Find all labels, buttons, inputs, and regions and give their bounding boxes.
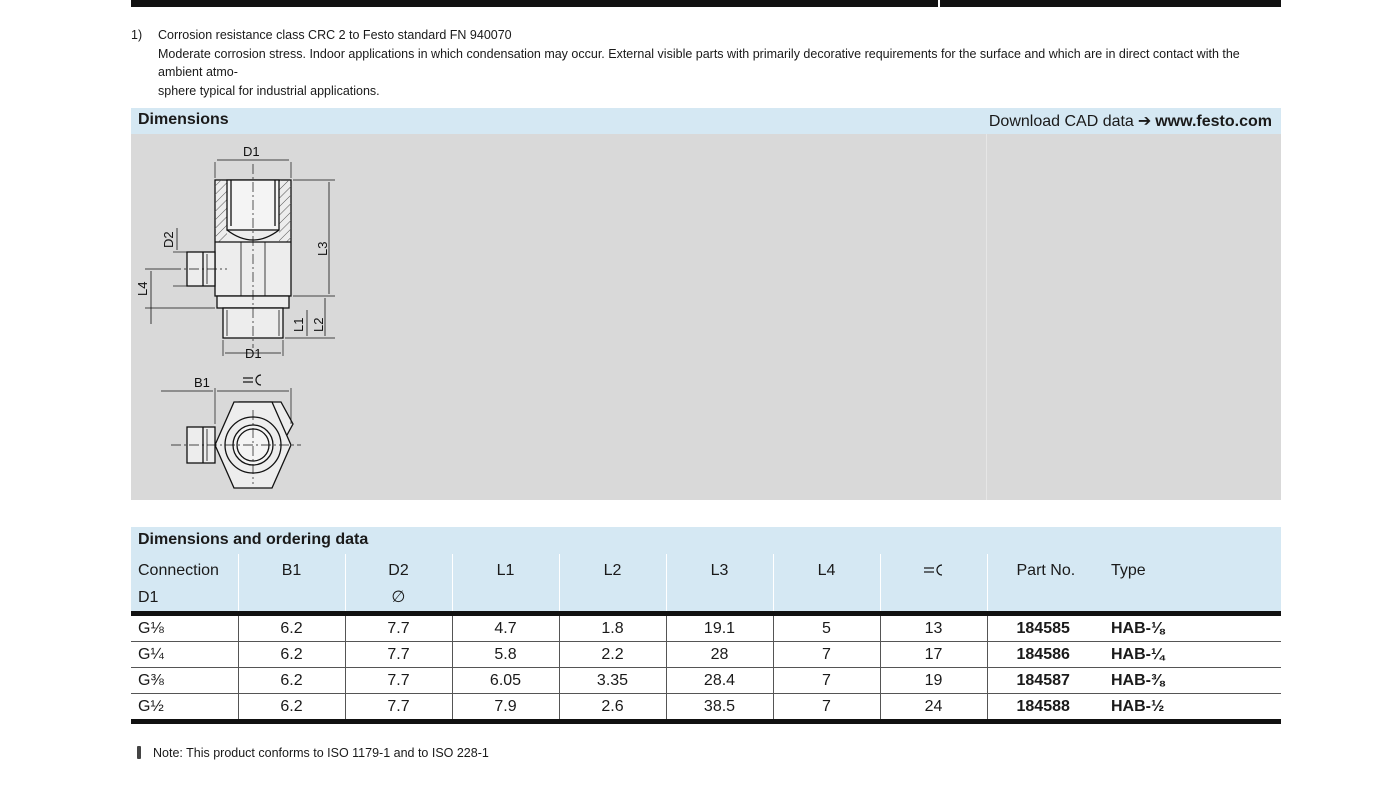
table-cell: 5 [773,614,880,642]
arrow-right-icon: ➔ [1137,113,1152,130]
note-text: Note: This product conforms to ISO 1179-1 and to ISO 228-1 [153,746,489,760]
col-l4: L4 [773,554,880,614]
footnote-line-1: Corrosion resistance class CRC 2 to Festo standard FN 940070 [158,28,512,42]
ordering-title: Dimensions and ordering data [138,531,369,548]
ordering-table [131,554,1281,724]
footnote [131,26,1271,100]
col-d2: D2 ∅ [345,554,452,614]
label-l2: L2 [311,317,326,332]
table-cell: 19 [880,668,987,694]
table-cell: 2.2 [559,642,666,668]
table-cell: 7 [773,694,880,722]
wrench-size-icon [243,375,261,385]
part-number: 184585 [987,614,1107,642]
technical-drawing [131,134,391,500]
part-number: 184586 [987,642,1107,668]
table-cell: 7 [773,642,880,668]
col-l2: L2 [559,554,666,614]
table-cell: 19.1 [666,614,773,642]
table-cell: 7.7 [345,694,452,722]
type-code: HAB-⅛ [1107,614,1281,642]
table-cell: 3.35 [559,668,666,694]
label-l4: L4 [135,281,150,296]
table-cell: 6.05 [452,668,559,694]
table-cell: 13 [880,614,987,642]
table-cell: 4.7 [452,614,559,642]
table-cell: 2.6 [559,694,666,722]
table-cell: G¼ [131,642,238,668]
label-b1: B1 [194,375,210,390]
col-l1: L1 [452,554,559,614]
festo-link[interactable]: www.festo.com [1155,113,1272,130]
wrench-size-icon [923,563,945,577]
cad-download[interactable] [989,111,1272,131]
col-b1: B1 [238,554,345,614]
table-cell: 38.5 [666,694,773,722]
ordering-data [131,527,1281,724]
part-number: 184587 [987,668,1107,694]
note [131,746,489,760]
part-number: 184588 [987,694,1107,722]
note-marker-icon [137,746,141,759]
table-cell: 7 [773,668,880,694]
table-cell: 6.2 [238,668,345,694]
footnote-number: 1) [131,28,143,42]
dimensions-header [131,108,1281,134]
footnote-line-3: sphere typical for industrial applications. [158,83,380,98]
table-cell: 28 [666,642,773,668]
table-header-row [131,554,1281,614]
col-connection: Connection D1 [131,554,238,614]
label-d1-bottom: D1 [245,346,262,361]
top-rule [131,0,1281,7]
label-d2: D2 [161,231,176,248]
footnote-line-2: Moderate corrosion stress. Indoor applications in which condensation may occur. External visible parts with primarily decorative requirements for the surface and which are in direct contact with the ambient atmo- [158,46,1240,79]
type-code: HAB-¼ [1107,642,1281,668]
label-l3: L3 [315,241,330,256]
table-row [131,642,1281,668]
col-wrench [880,554,987,614]
type-code: HAB-½ [1107,694,1281,722]
col-part-no: Part No. [987,554,1107,614]
table-row [131,694,1281,722]
table-cell: 7.7 [345,668,452,694]
table-cell: 1.8 [559,614,666,642]
label-d1-top: D1 [243,144,260,159]
table-cell: 24 [880,694,987,722]
ordering-title-bar [131,527,1281,554]
table-cell: G⅜ [131,668,238,694]
type-code: HAB-⅜ [1107,668,1281,694]
table-cell: 6.2 [238,642,345,668]
table-cell: G⅛ [131,614,238,642]
table-cell: 7.7 [345,642,452,668]
table-cell: G½ [131,694,238,722]
table-row [131,614,1281,642]
table-cell: 5.8 [452,642,559,668]
dimensions-title: Dimensions [138,111,229,128]
dimension-drawing-area [131,134,1281,500]
cad-download-text: Download CAD data [988,113,1134,130]
label-l1: L1 [291,317,306,332]
table-cell: 17 [880,642,987,668]
table-cell: 7.7 [345,614,452,642]
col-type: Type [1107,554,1281,614]
col-l3: L3 [666,554,773,614]
table-cell: 28.4 [666,668,773,694]
table-row [131,668,1281,694]
table-cell: 7.9 [452,694,559,722]
table-cell: 6.2 [238,614,345,642]
table-cell: 6.2 [238,694,345,722]
